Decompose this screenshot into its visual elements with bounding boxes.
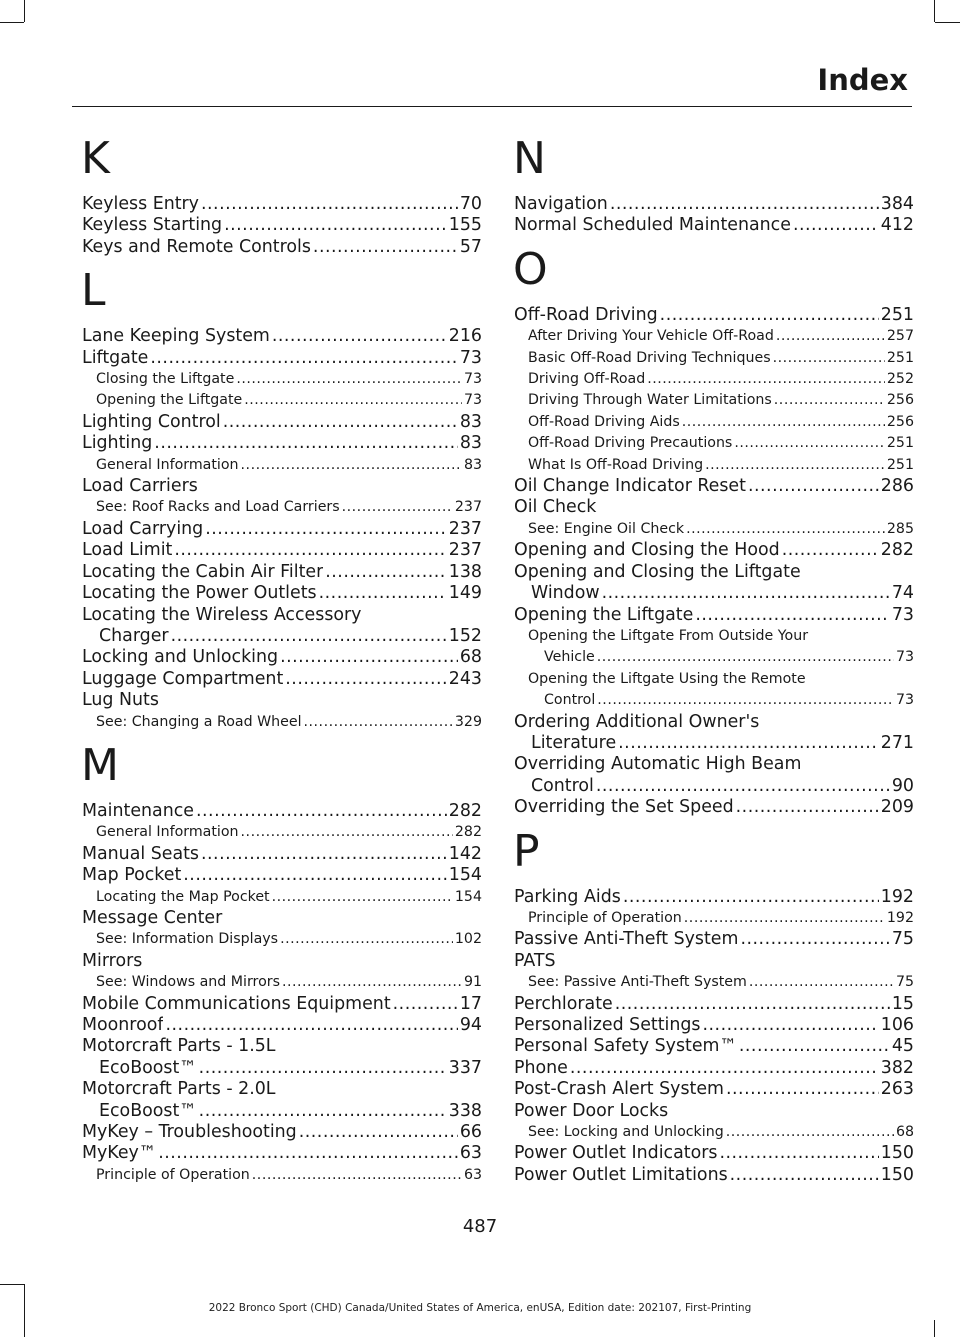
crop-mark [934,1320,935,1337]
page-ref: 263 [880,1079,914,1100]
index-entry[interactable]: Personalized Settings ..... 106 [514,1015,914,1036]
index-subentry[interactable]: General Information ..... 282 [82,822,482,843]
page-ref: 73 [459,347,482,368]
page-ref: 382 [880,1057,914,1078]
page-ref: 152 [448,625,482,646]
footer-edition-text: 2022 Bronco Sport (CHD) Canada/United States of America, enUSA, Edition date: 202107, First-Printing [208,1302,752,1314]
page-ref: 209 [880,797,914,818]
page-ref: 57 [459,236,482,257]
page-title: Index [817,63,908,97]
index-entry[interactable]: Locating the Wireless Accessory Charger ..... 152 [82,605,482,648]
page-ref: 252 [886,371,914,388]
page-ref: 73 [895,649,914,666]
index-entry[interactable]: Overriding the Set Speed ..... 209 [514,797,914,818]
page-ref: 83 [459,433,482,454]
index-entry[interactable]: Normal Scheduled Maintenance ..... 412 [514,215,914,236]
section-letter-m: M [81,739,119,791]
page-ref: 83 [463,456,482,473]
index-entry[interactable]: Post-Crash Alert System ..... 263 [514,1079,914,1100]
page-ref: 73 [895,692,914,709]
page-ref: 216 [448,326,482,347]
page-ref: 329 [454,713,482,730]
index-entry-heading: Oil Check [514,497,597,518]
page-ref: 154 [454,888,482,905]
page-ref: 94 [459,1015,482,1035]
index-entry[interactable]: Keys and Remote Controls ..... 57 [82,237,482,258]
index-entry[interactable]: Personal Safety System™ ..... 45 [514,1036,914,1057]
page-ref: 286 [880,476,914,497]
section-letter-o: O [513,243,548,295]
page-ref: 68 [895,1124,914,1141]
page-ref: 90 [891,775,914,796]
index-subentry[interactable]: Basic Off-Road Driving Techniques ..... 251 [514,348,914,369]
index-entry-heading: Load Carriers [82,476,198,497]
page-ref: 91 [463,974,482,991]
crop-mark [24,0,25,22]
page-ref: 192 [886,909,914,926]
page-ref: 83 [459,411,482,432]
page-ref: 138 [448,561,482,582]
index-entry[interactable]: Motorcraft Parts - 1.5L EcoBoost™ ..... 337 [82,1036,482,1079]
page-ref: 73 [463,371,482,388]
index-entry[interactable]: Lighting Control ..... 83 [82,412,482,433]
page-ref: 66 [459,1122,482,1143]
page-ref: 15 [891,993,914,1014]
index-entry[interactable]: Moonroof ..... 94 [82,1015,482,1036]
page-ref: 102 [454,931,482,948]
see-reference[interactable]: See: Changing a Road Wheel ..... 329 [82,712,482,733]
page-ref: 251 [886,349,914,366]
index-subentry[interactable]: Opening the Liftgate Using the Remote Control ..... 73 [514,669,914,712]
crop-mark [934,0,935,22]
index-subentry[interactable]: Principle of Operation ..... 63 [82,1165,482,1186]
page-ref: 271 [880,732,914,753]
page-ref: 251 [886,456,914,473]
index-entry[interactable]: Navigation ..... 384 [514,194,914,215]
see-reference[interactable]: See: Engine Oil Check ..... 285 [514,519,914,540]
index-entry[interactable]: Keyless Starting ..... 155 [82,215,482,236]
page-ref: 282 [448,800,482,821]
page-number: 487 [462,1216,498,1237]
index-subentry[interactable]: Driving Off-Road ..... 252 [514,369,914,390]
index-entry-heading: Power Door Locks [514,1100,669,1121]
index-subentry[interactable]: Driving Through Water Limitations ..... 256 [514,390,914,411]
section-letter-p: P [513,825,540,877]
index-entry[interactable]: Power Outlet Indicators ..... 150 [514,1143,914,1164]
index-entry[interactable]: Locking and Unlocking ..... 68 [82,647,482,668]
page-ref: 149 [448,583,482,604]
page-ref: 45 [891,1036,914,1057]
index-entry[interactable]: MyKey – Troubleshooting ..... 66 [82,1122,482,1143]
page-ref: 68 [459,647,482,668]
index-entry[interactable]: Map Pocket ..... 154 [82,865,482,886]
page-ref: 257 [886,328,914,345]
section-letter-l: L [81,265,106,317]
page-ref: 251 [886,435,914,452]
page-ref: 142 [448,843,482,864]
section-letter-n: N [513,133,546,184]
index-subentry[interactable]: After Driving Your Vehicle Off-Road ..... 257 [514,326,914,347]
see-reference[interactable]: See: Information Displays ..... 102 [82,929,482,950]
see-reference[interactable]: See: Windows and Mirrors ..... 91 [82,972,482,993]
page-ref: 150 [880,1143,914,1164]
see-reference[interactable]: See: Passive Anti-Theft System ..... 75 [514,972,914,993]
index-entry[interactable]: Parking Aids ..... 192 [514,887,914,908]
see-reference[interactable]: See: Locking and Unlocking ..... 68 [514,1122,914,1143]
index-entry-heading: Lug Nuts [82,690,159,711]
page-ref: 237 [454,499,482,516]
page-ref: 106 [880,1015,914,1035]
page-ref: 237 [448,518,482,539]
index-entry[interactable]: Perchlorate ..... 15 [514,994,914,1015]
index-subentry[interactable]: What Is Off-Road Driving ..... 251 [514,455,914,476]
index-entry-heading: PATS [514,950,556,971]
page-ref: 17 [459,993,482,1014]
index-entry[interactable]: Opening and Closing the Liftgate Window ..... 74 [514,562,914,605]
page-ref: 75 [895,974,914,991]
index-entry[interactable]: Lighting ..... 83 [82,433,482,454]
index-entry[interactable]: Mobile Communications Equipment ..... 17 [82,994,482,1015]
page-ref: 256 [886,392,914,409]
index-entry[interactable]: Passive Anti-Theft System ..... 75 [514,929,914,950]
page-ref: 73 [891,604,914,625]
index-entry[interactable]: Power Outlet Limitations ..... 150 [514,1165,914,1186]
index-entry[interactable]: Opening and Closing the Hood ..... 282 [514,540,914,561]
index-entry[interactable]: Ordering Additional Owner's Literature ..... 271 [514,712,914,755]
index-entry[interactable]: Motorcraft Parts - 2.0L EcoBoost™ ..... 338 [82,1079,482,1122]
index-column-right [514,135,914,1186]
crop-mark [0,1284,24,1285]
index-subentry[interactable]: Opening the Liftgate From Outside Your Vehicle ..... 73 [514,626,914,669]
page-ref: 251 [880,304,914,325]
page-ref: 74 [891,583,914,604]
page-ref: 337 [448,1057,482,1078]
page-ref: 150 [880,1164,914,1185]
page-ref: 63 [463,1166,482,1183]
page-ref: 75 [891,929,914,950]
index-entry[interactable]: Luggage Compartment ..... 243 [82,669,482,690]
index-subentry[interactable]: Opening the Liftgate ..... 73 [82,390,482,411]
section-letter-k: K [81,133,110,184]
index-entry[interactable]: Locating the Power Outlets ..... 149 [82,583,482,604]
index-subentry[interactable]: Principle of Operation ..... 192 [514,908,914,929]
index-entry[interactable]: MyKey™ ..... 63 [82,1143,482,1164]
index-subentry[interactable]: Closing the Liftgate ..... 73 [82,369,482,390]
page-ref: 73 [463,392,482,409]
page-ref: 63 [459,1143,482,1164]
index-entry[interactable]: Liftgate ..... 73 [82,348,482,369]
see-reference[interactable]: See: Roof Racks and Load Carriers ..... 237 [82,497,482,518]
index-entry[interactable]: Overriding Automatic High Beam Control ..... 90 [514,754,914,797]
page-ref: 384 [880,194,914,214]
index-entry[interactable]: Phone ..... 382 [514,1058,914,1079]
index-entry[interactable]: Off-Road Driving ..... 251 [514,305,914,326]
crop-mark [0,22,24,23]
index-entry[interactable]: Oil Change Indicator Reset ..... 286 [514,476,914,497]
index-entry-heading: Mirrors [82,950,143,971]
index-entry[interactable]: Keyless Entry ..... 70 [82,194,482,215]
page-ref: 282 [880,540,914,561]
index-column-left [82,135,482,1186]
page-ref: 154 [448,865,482,886]
header-divider [72,106,912,107]
index-subentry[interactable]: Off-Road Driving Precautions ..... 251 [514,433,914,454]
page-ref: 256 [886,413,914,430]
index-entry[interactable]: Load Carrying ..... 237 [82,519,482,540]
page-ref: 338 [448,1100,482,1121]
index-entry[interactable]: Manual Seats ..... 142 [82,844,482,865]
page-ref: 412 [880,215,914,236]
index-entry[interactable]: Locating the Cabin Air Filter ..... 138 [82,562,482,583]
index-subentry[interactable]: General Information ..... 83 [82,455,482,476]
index-entry[interactable]: Lane Keeping System ..... 216 [82,326,482,347]
index-entry-heading: Message Center [82,907,223,928]
index-entry[interactable]: Maintenance ..... 282 [82,801,482,822]
page-ref: 70 [459,194,482,214]
page-ref: 237 [448,540,482,561]
page-ref: 282 [454,824,482,841]
index-entry[interactable]: Load Limit ..... 237 [82,540,482,561]
crop-mark [935,22,960,23]
page-ref: 155 [448,215,482,236]
page-ref: 285 [886,520,914,537]
index-subentry[interactable]: Off-Road Driving Aids ..... 256 [514,412,914,433]
index-entry[interactable]: Opening the Liftgate ..... 73 [514,605,914,626]
page-ref: 192 [880,886,914,907]
index-subentry[interactable]: Locating the Map Pocket ..... 154 [82,887,482,908]
page-ref: 243 [448,668,482,689]
